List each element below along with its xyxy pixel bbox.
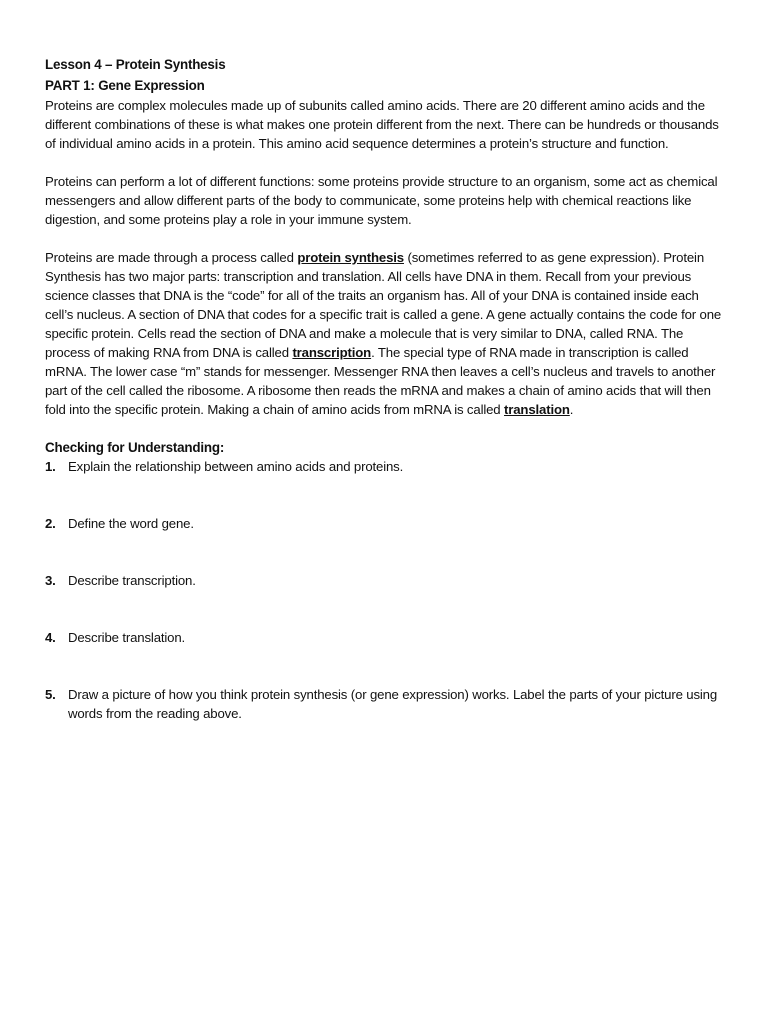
question-text: Draw a picture of how you think protein synthesis (or gene expression) works. Label the parts of your picture using words from the reading above.	[68, 687, 718, 721]
question-item	[45, 571, 725, 590]
question-item	[45, 685, 725, 723]
document-page	[45, 54, 725, 723]
question-text: Describe translation.	[68, 630, 186, 645]
question-item	[45, 514, 725, 533]
paragraph-text: Proteins are made through a process called	[45, 250, 298, 265]
part-title: PART 1: Gene Expression	[45, 78, 205, 93]
question-list	[45, 457, 725, 723]
question-number: 4.	[45, 630, 56, 645]
paragraph-text: .	[569, 402, 574, 417]
paragraph-text: . The special type of RNA made in transcription is called mRNA. The lower case “m” stands for messenger. Messenger RNA then leaves a cell’s nucleus and travels to another part of the cell called the ribosome. A ribosome then reads the mRNA and makes a chain of amino acids that will then fold into the specific protein. Making a chain of amino acids from mRNA is called	[45, 345, 716, 417]
paragraph-protein-functions: Proteins can perform a lot of different functions: some proteins provide structure to an organism, some act as chemical messengers and allow different parts of the body to communicate, some proteins help with chemical reactions like digestion, and some proteins play a role in your immune system.	[45, 174, 718, 227]
checking-heading: Checking for Understanding:	[45, 440, 225, 455]
question-item	[45, 457, 725, 476]
lesson-title: Lesson 4 – Protein Synthesis	[45, 57, 226, 72]
keyword-translation: translation	[504, 402, 570, 417]
keyword-transcription: transcription	[292, 345, 372, 360]
question-item	[45, 628, 725, 647]
question-number: 3.	[45, 573, 56, 588]
paragraph-protein-synthesis	[45, 248, 725, 419]
question-text: Describe transcription.	[68, 573, 196, 588]
question-text: Define the word gene.	[68, 516, 194, 531]
paragraph-text: (sometimes referred to as gene expression). Protein Synthesis has two major parts: transcription and translation. All cells have DNA in them. Recall from your previous science classes that DNA is the “code” for all of the traits an organism has. All of your DNA is contained inside each cell’s nucleus. A section of DNA that codes for a specific trait is called a gene. A gene actually contains the code for one specific protein. Cells read the section of DNA and make a molecule that is very similar to DNA, called RNA. The process of making RNA from DNA is called	[45, 250, 722, 360]
paragraph-amino-acids: Proteins are complex molecules made up of subunits called amino acids. There are 20 different amino acids and the different combinations of these is what makes one protein different from the next. There can be hundreds or thousands of individual amino acids in a protein. This amino acid sequence determines a protein’s structure and function.	[45, 98, 719, 151]
question-text: Explain the relationship between amino acids and proteins.	[68, 459, 404, 474]
question-number: 1.	[45, 459, 56, 474]
keyword-protein-synthesis: protein synthesis	[297, 250, 404, 265]
question-number: 5.	[45, 687, 56, 702]
question-number: 2.	[45, 516, 56, 531]
